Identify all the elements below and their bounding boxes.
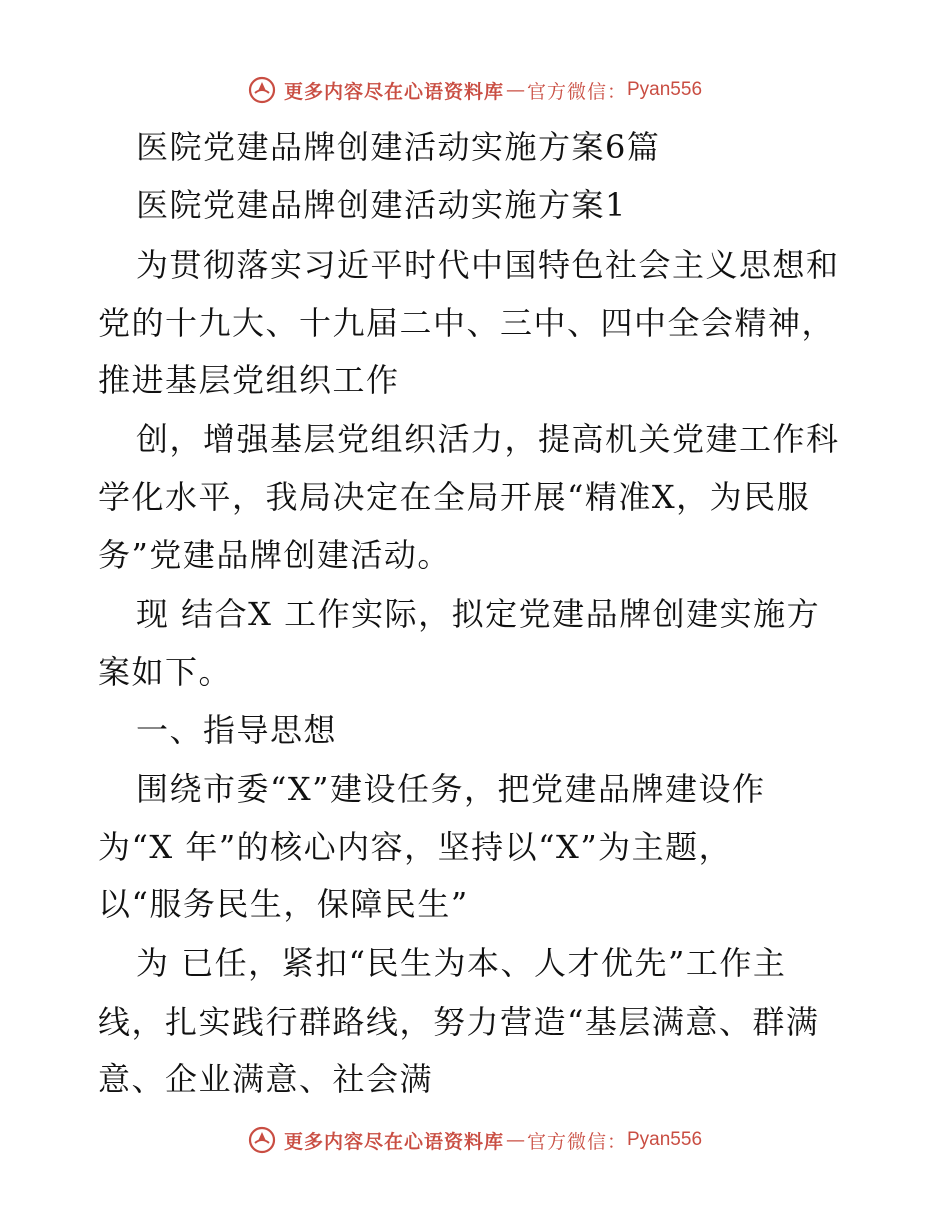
paragraph-line: 为贯彻落实习近平时代中国特色社会主义思想和 <box>136 246 840 284</box>
watermark-dash: — <box>505 79 525 101</box>
document-title: 医院党建品牌创建活动实施方案6篇 <box>136 128 661 166</box>
watermark-text: 更多内容尽在心语资料库 <box>283 1130 504 1153</box>
paragraph-line: 务”党建品牌创建活动。 <box>98 536 451 574</box>
paragraph-line: 党的十九大、十九届二中、三中、四中全会精神， <box>98 304 836 342</box>
paragraph-line: 推进基层党组织工作 <box>98 361 400 399</box>
section-heading: 一、指导思想 <box>136 711 338 749</box>
document-subtitle: 医院党建品牌创建活动实施方案1 <box>136 186 627 224</box>
paragraph-line: 围绕市委“X”建设任务，把党建品牌建设作 <box>136 770 766 808</box>
watermark-wechat-id: Pyan556 <box>627 79 703 100</box>
watermark-text: 更多内容尽在心语资料库 <box>283 80 504 103</box>
watermark-dash: — <box>505 1129 525 1151</box>
paragraph-line: 现 结合X 工作实际，拟定党建品牌创建实施方 <box>136 595 821 633</box>
paragraph-line: 学化水平，我局决定在全局开展“精准X，为民服 <box>98 478 811 516</box>
paragraph-line: 为“X 年”的核心内容，坚持以“X”为主题， <box>98 828 733 866</box>
watermark-wechat-id: Pyan556 <box>627 1129 703 1150</box>
paragraph-line: 创，增强基层党组织活力，提高机关党建工作科 <box>136 420 840 458</box>
paragraph-line: 线，扎实践行群路线，努力营造“基层满意、群满 <box>98 1003 820 1041</box>
paragraph-line: 意、企业满意、社会满 <box>98 1060 434 1098</box>
paragraph-line: 以“服务民生，保障民生” <box>98 885 469 923</box>
book-pen-logo-icon <box>248 76 276 104</box>
paragraph-line: 案如下。 <box>98 653 233 691</box>
watermark-official-label: 官方微信： <box>526 1130 627 1153</box>
book-pen-logo-icon <box>248 1126 276 1154</box>
paragraph-line: 为 已任，紧扣“民生为本、人才优先”工作主 <box>136 944 787 982</box>
watermark-official-label: 官方微信： <box>526 80 627 103</box>
header-watermark <box>0 70 950 110</box>
footer-watermark <box>0 1120 950 1160</box>
